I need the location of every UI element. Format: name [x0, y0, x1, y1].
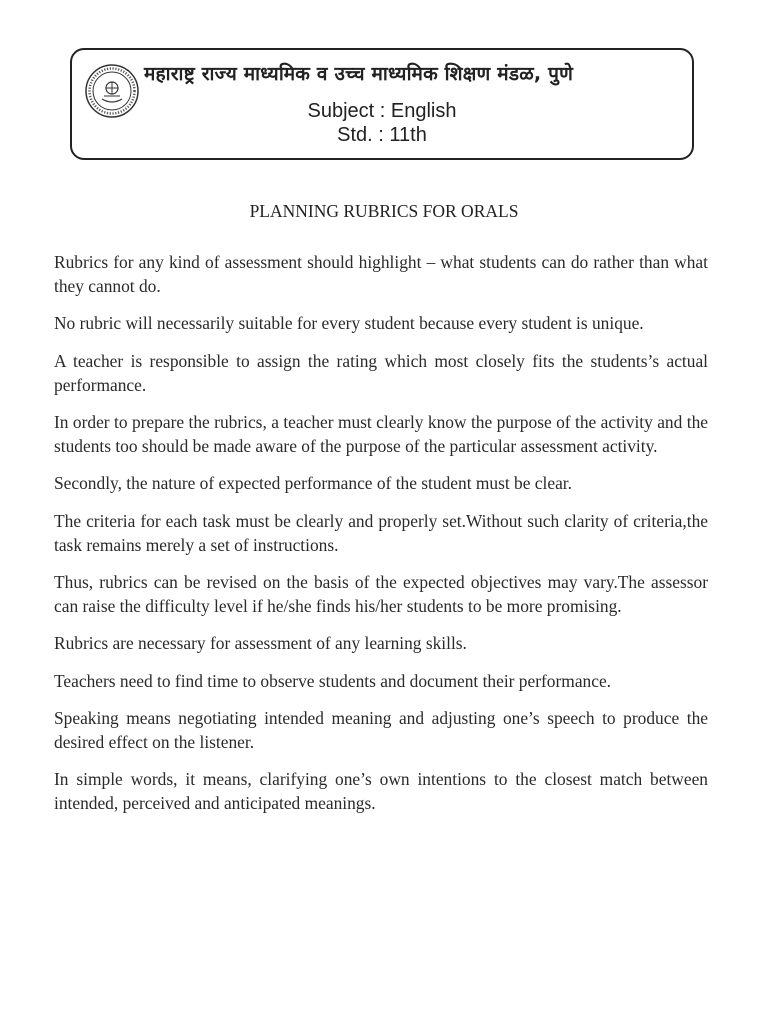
- paragraph: The criteria for each task must be clearly and properly set.Without such clarity of criteria,the task remains merely a set of instructions.: [54, 510, 708, 555]
- paragraph: Thus, rubrics can be revised on the basis of the expected objectives may vary.The assessor can raise the difficulty level if he/she finds his/her students to be more promising.: [54, 572, 708, 617]
- standard-label: Std. : 11th: [337, 124, 427, 146]
- paragraph: A teacher is responsible to assign the rating which most closely fits the students’s actual performance.: [54, 350, 708, 395]
- paragraph: In simple words, it means, clarifying one’s own intentions to the closest match between intended, perceived and anticipated meanings.: [54, 769, 708, 814]
- subject-label: Subject : English: [307, 100, 457, 122]
- paragraph: In order to prepare the rubrics, a teacher must clearly know the purpose of the activity and the students too should be made aware of the purpose of the particular assessment activity.: [54, 412, 708, 457]
- paragraph: No rubric will necessarily suitable for every student because every student is unique.: [54, 313, 644, 334]
- paragraph: Secondly, the nature of expected performance of the student must be clear.: [54, 473, 572, 494]
- paragraph: Teachers need to find time to observe students and document their performance.: [54, 670, 612, 691]
- paragraph: Rubrics are necessary for assessment of any learning skills.: [54, 633, 467, 654]
- page-title: PLANNING RUBRICS FOR ORALS: [249, 201, 519, 221]
- paragraph: Rubrics for any kind of assessment should highlight – what students can do rather than what they cannot do.: [54, 252, 708, 297]
- header-box: [70, 48, 694, 160]
- board-name: महाराष्ट्र राज्य माध्यमिक व उच्च माध्यमिक शिक्षण मंडळ, पुणे: [144, 63, 574, 85]
- paragraph: Speaking means negotiating intended meaning and adjusting one’s speech to produce the desired effect on the listener.: [54, 707, 708, 753]
- document-body: [54, 250, 708, 829]
